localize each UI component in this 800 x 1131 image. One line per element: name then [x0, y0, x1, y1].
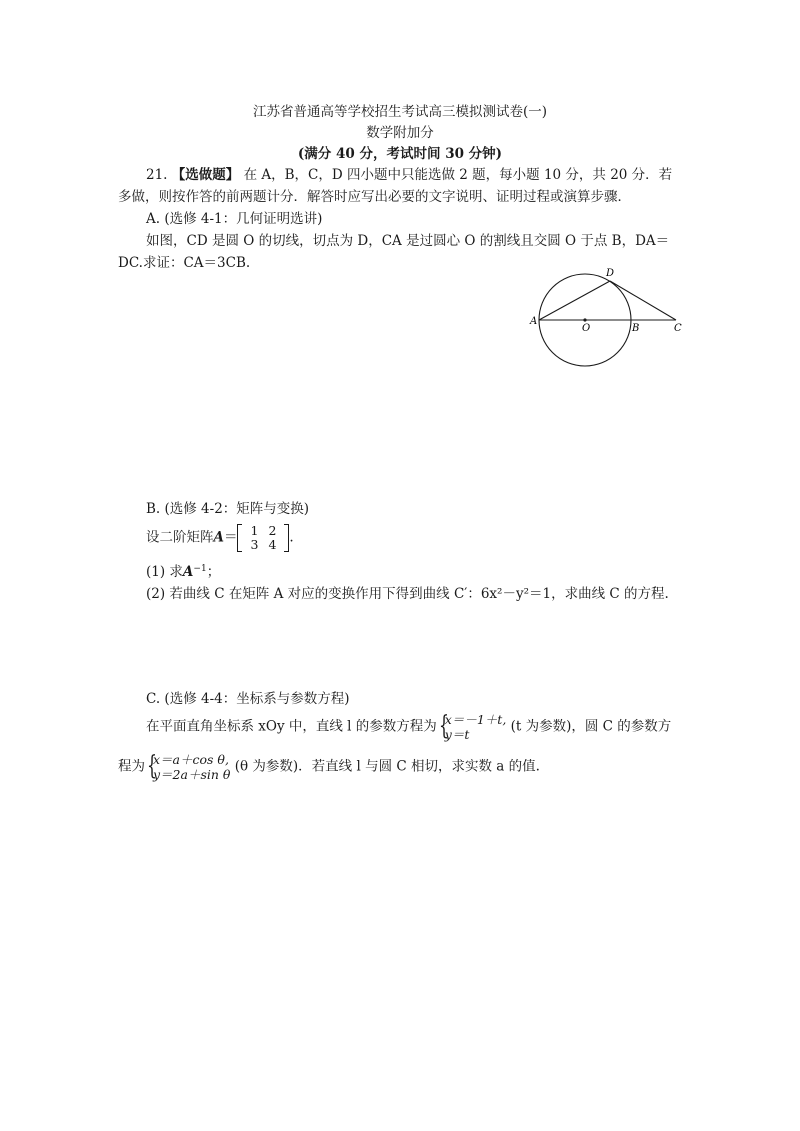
question-21-intro	[146, 163, 672, 183]
exam-subtitle: 数学附加分	[366, 125, 434, 141]
label-c: C	[674, 323, 682, 334]
matrix-cell: 3	[250, 537, 259, 552]
question-number: 21.	[146, 167, 168, 183]
tangent-cd	[610, 281, 676, 320]
line2-post: (θ 为参数)．若直线 l 与圆 C 相切，求实数 a 的值.	[230, 758, 540, 775]
line-param-eq: { x＝－1＋t, y＝t	[438, 711, 507, 742]
exam-title: 江苏省普通高等学校招生考试高三模拟测试卷(一)	[252, 104, 548, 120]
label-d: D	[606, 268, 615, 279]
line-eq2: y＝t	[444, 727, 470, 742]
part-b-item1	[146, 560, 220, 580]
matrix-name: A	[213, 529, 224, 546]
circle-eq1: x＝a＋cos θ,	[153, 752, 229, 767]
item1-end: ；	[206, 564, 221, 580]
segment-da	[539, 281, 610, 320]
circle-eq2: y＝2a＋sin θ	[153, 767, 231, 782]
matrix-equals: ＝	[223, 529, 238, 546]
part-c-heading: C. (选修 4-4：坐标系与参数方程)	[146, 691, 350, 707]
question-intro-line1: 在 A，B，C，D 四小题中只能选做 2 题，每小题 10 分，共 20 分．若	[243, 167, 673, 183]
part-a-text-line2: DC.求证：CA＝3CB.	[118, 255, 251, 271]
part-c-line1	[146, 712, 671, 742]
circle-param-eq: { x＝a＋cos θ, y＝2a＋sin θ	[147, 751, 231, 782]
part-b-item2: (2) 若曲线 C 在矩阵 A 对应的变换作用下得到曲线 C′：6x²－y²＝1，求曲线 C 的方程.	[146, 586, 669, 602]
part-b-matrix-line	[146, 524, 294, 552]
line1-pre: 在平面直角坐标系 xOy 中，直线 l 的参数方程为	[146, 718, 437, 735]
part-b-heading: B. (选修 4-2：矩阵与变换)	[146, 501, 310, 517]
part-a-text-line1: 如图，CD 是圆 O 的切线，切点为 D，CA 是过圆心 O 的割线且交圆 O 于点 B，DA＝	[146, 233, 670, 249]
matrix-a	[237, 524, 289, 552]
label-o: O	[582, 323, 591, 334]
item1-sup: −1	[193, 564, 207, 574]
question-intro-line2: 多做，则按作答的前两题计分．解答时应写出必要的文字说明、证明过程或演算步骤．	[118, 189, 631, 205]
center-point	[583, 318, 586, 321]
item1-label: (1) 求	[146, 564, 183, 580]
exam-info: (满分 40 分，考试时间 30 分钟)	[297, 146, 503, 162]
item1-expr: A	[182, 564, 194, 580]
matrix-cell: 2	[268, 523, 277, 538]
matrix-intro: 设二阶矩阵	[146, 529, 214, 546]
geometry-figure	[528, 264, 698, 374]
line2-pre: 程为	[118, 758, 145, 775]
matrix-cell: 4	[268, 537, 277, 552]
line1-post: (t 为参数)，圆 C 的参数方	[506, 718, 672, 735]
question-tag: 【选做题】	[171, 167, 240, 183]
part-c-line2	[118, 752, 540, 782]
line-eq1: x＝－1＋t,	[444, 712, 507, 727]
matrix-cell: 1	[250, 523, 259, 538]
matrix-period: .	[289, 529, 294, 546]
label-a: A	[530, 316, 538, 327]
label-b: B	[632, 323, 640, 334]
part-a-heading: A. (选修 4-1：几何证明选讲)	[146, 211, 323, 227]
